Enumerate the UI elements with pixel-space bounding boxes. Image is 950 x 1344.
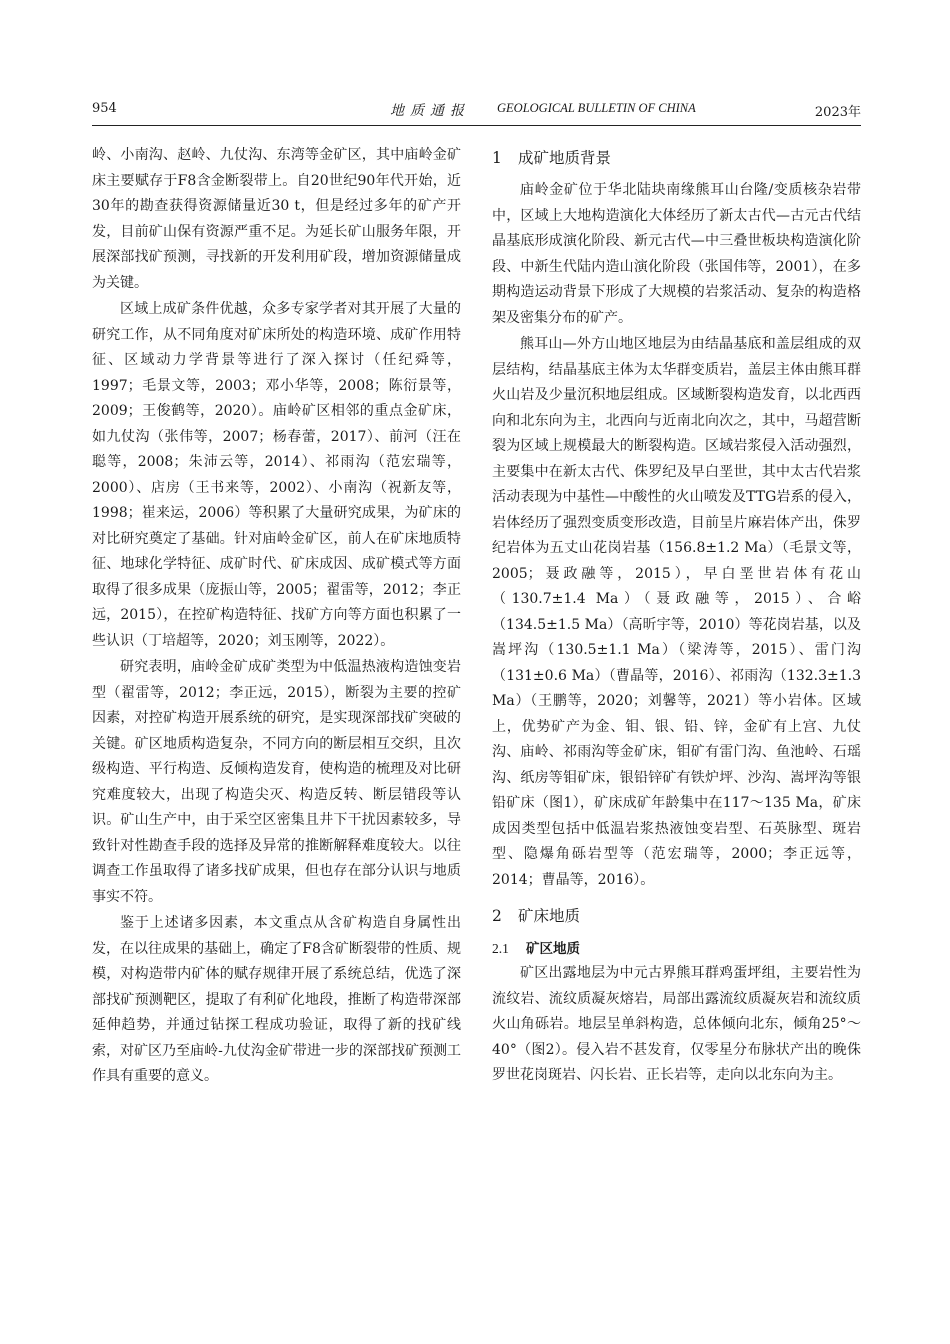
- subsection-heading: [492, 937, 861, 961]
- subsection-number: 2.1: [492, 941, 509, 956]
- page-header: [92, 101, 861, 123]
- page-number: 954: [92, 101, 117, 116]
- paragraph: 鉴于上述诸多因素，本文重点从含矿构造自身属性出发，在以往成果的基础上，确定了F8含矿断裂带的性质、规模，对构造带内矿体的赋存规律开展了系统总结，优选了深部找矿预测靶区，提取了有利矿化地段，推断了构造带深部延伸趋势，并通过钻探工程成功验证，取得了新的找矿线索，对矿区乃至庙岭-九仗沟金矿带进一步的深部找矿预测工作具有重要的意义。: [92, 915, 461, 1084]
- section-number: 2: [492, 907, 502, 925]
- subsection-title: 矿区地质: [526, 941, 580, 957]
- paragraph: 区域上成矿条件优越，众多专家学者对其开展了大量的研究工作，从不同角度对矿床所处的构造环境、成矿作用特征、区域动力学背景等进行了深入探讨（任纪舜等，1997；毛景文等，2003；邓小华等，2008；陈衍景等，2009；王俊鹤等，2020）。庙岭矿区相邻的重点金矿床，如九仗沟（张伟等，2007；杨春蕾，2017）、前河（汪在聪等，2008；朱沛云等，2014）、祁雨沟（范宏瑞等，2000）、店房（王书来等，2002）、小南沟（祝新友等，1998；崔来运，2006）等积累了大量研究成果，为矿床的对比研究奠定了基础。针对庙岭金矿区，前人在矿床地质特征、地球化学特征、成矿时代、矿床成因、成矿模式等方面取得了很多成果（庞振山等，2005；翟雷等，2012；李正远，2015），在控矿构造特征、找矿方向等方面也积累了一些认识（丁培超等，2020；刘玉刚等，2022）。: [92, 301, 461, 649]
- paragraph: 研究表明，庙岭金矿成矿类型为中低温热液构造蚀变岩型（翟雷等，2012；李正远，2015），断裂为主要的控矿因素，对控矿构造开展系统的研究，是实现深部找矿突破的关键。矿区地质构造复杂，不同方向的断层相互交织，且次级构造、平行构造、反倾构造发育，使构造的梳理及对比研究难度较大，出现了构造尖灭、构造反转、断层错段等认识。矿山生产中，由于采空区密集且井下干扰因素较多，导致针对性勘查手段的选择及异常的推断解释难度较大。以往调查工作虽取得了诸多找矿成果，但也存在部分认识与地质事实不符。: [92, 659, 461, 905]
- right-column: [492, 143, 861, 1089]
- left-column: [92, 143, 461, 1090]
- section-title: 矿床地质: [518, 907, 581, 925]
- paragraph: 矿区出露地层为中元古界熊耳群鸡蛋坪组，主要岩性为流纹岩、流纹质凝灰熔岩，局部出露流纹质凝灰岩和流纹质火山角砾岩。地层呈单斜构造，总体倾向北东，倾角25°～40°（图2）。侵入岩不甚发育，仅零星分布脉状产出的晚侏罗世花岗斑岩、闪长岩、正长岩等，走向以北东向为主。: [492, 965, 861, 1083]
- publication-year: 2023年: [814, 105, 861, 120]
- paragraph: 庙岭金矿位于华北陆块南缘熊耳山台隆/变质核杂岩带中，区域上大地构造演化大体经历了新太古代—古元古代结晶基底形成演化阶段、新元古代—中三叠世板块构造演化阶段、中新生代陆内造山演化阶段（张国伟等，2001），在多期构造运动背景下形成了大规模的岩浆活动、复杂的构造格架及密集分布的矿产。: [492, 182, 861, 326]
- journal-title-en: GEOLOGICAL BULLETIN OF CHINA: [497, 101, 696, 115]
- section-heading: [492, 145, 861, 171]
- journal-title-cn: 地质通报: [390, 103, 470, 119]
- section-heading: [492, 903, 861, 929]
- header-rule: [92, 125, 861, 126]
- section-number: 1: [492, 149, 502, 167]
- section-title: 成矿地质背景: [518, 149, 612, 167]
- paragraph: 岭、小南沟、赵岭、九仗沟、东湾等金矿区，其中庙岭金矿床主要赋存于F8含金断裂带上。自20世纪90年代开始，近30年的勘查获得资源储量近30 t，但是经过多年的矿产开发，目前矿山保有资源严重不足。为延长矿山服务年限，开展深部找矿预测，寻找新的开发利用矿段，增加资源储量成为关键。: [92, 147, 461, 291]
- paragraph: 熊耳山—外方山地区地层为由结晶基底和盖层组成的双层结构，结晶基底主体为太华群变质岩，盖层主体由熊耳群火山岩及少量沉积地层组成。区域断裂构造发育，以北西西向和北东向为主，北西向与近南北向次之，其中，马超营断裂为区域上规模最大的断裂构造。区域岩浆侵入活动强烈，主要集中在新太古代、侏罗纪及早白垩世，其中太古代岩浆活动表现为中基性—中酸性的火山喷发及TTG岩系的侵入，岩体经历了强烈变质变形改造，目前呈片麻岩体产出，侏罗纪岩体为五丈山花岗岩基（156.8±1.2 Ma）（毛景文等，2005；聂政融等，2015），早白垩世岩体有花山（130.7±1.4 Ma）（聂政融等，2015）、合峪（134.5±1.5 Ma）（高昕宇等，2010）等花岗岩基，以及嵩坪沟（130.5±1.1 Ma）（梁涛等，2015）、雷门沟（131±0.6 Ma）（曹晶等，2016）、祁雨沟（132.3±1.3 Ma）（王鹏等，2020；刘馨等，2021）等小岩体。区域上，优势矿产为金、钼、银、铅、锌，金矿有上宫、九仗沟、庙岭、祁雨沟等金矿床，钼矿有雷门沟、鱼池岭、石瑶沟、纸房等钼矿床，银铅锌矿有铁炉坪、沙沟、嵩坪沟等银铅矿床（图1），矿床成矿年龄集中在117～135 Ma，矿床成因类型包括中低温岩浆热液蚀变岩型、石英脉型、斑岩型、隐爆角砾岩型等（范宏瑞等，2000；李正远等，2014；曹晶等，2016）。: [492, 336, 861, 888]
